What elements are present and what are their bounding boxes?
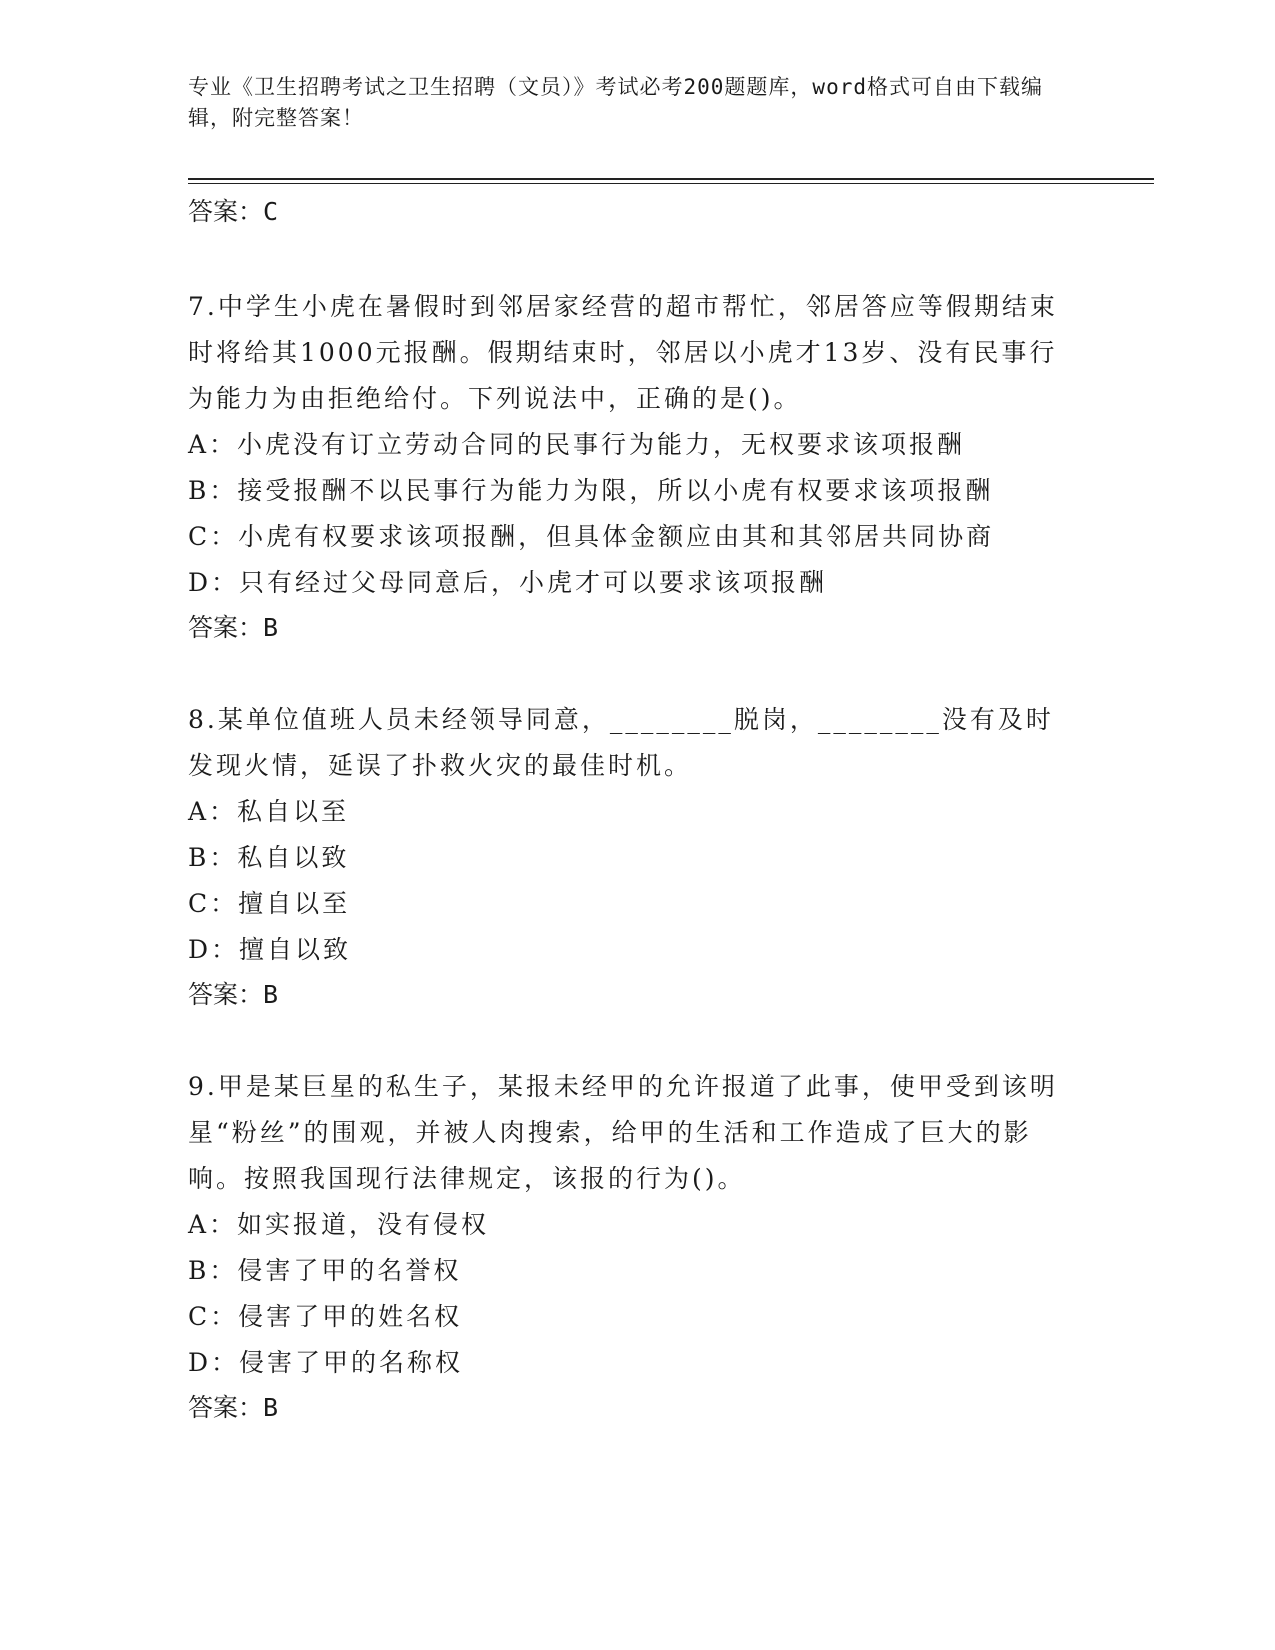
header-text: 专业《卫生招聘考试之卫生招聘（文员）》考试必考200题题库，word格式可自由下载编辑，附完整答案！ [188, 75, 1043, 130]
option-a: A：小虎没有订立劳动合同的民事行为能力，无权要求该项报酬 [188, 430, 966, 459]
answer-line [188, 973, 1068, 1017]
question-stem: 7.中学生小虎在暑假时到邻居家经营的超市帮忙，邻居答应等假期结束时将给其1000元报酬。假期结束时，邻居以小虎才13岁、没有民事行为能力为由拒绝给付。下列说法中，正确的是()。 [188, 292, 1058, 413]
question-stem: 8.某单位值班人员未经领导同意，________脱岗，________没有及时发现火情，延误了扑救火灾的最佳时机。 [188, 705, 1054, 780]
spacer [188, 234, 1068, 284]
question-7 [188, 284, 1068, 650]
answer-line [188, 606, 1068, 650]
answer-label: 答案： [188, 613, 264, 642]
answer-value: B [263, 980, 279, 1009]
option-c: C：小虎有权要求该项报酬，但具体金额应由其和其邻居共同协商 [188, 522, 995, 551]
option-d: D：擅自以致 [188, 935, 352, 964]
option-d: D：只有经过父母同意后，小虎才可以要求该项报酬 [188, 568, 828, 597]
option-b: B：侵害了甲的名誉权 [188, 1256, 462, 1285]
header-rule-thick [188, 178, 1154, 180]
question-9 [188, 1064, 1068, 1430]
option-c: C：擅自以至 [188, 889, 351, 918]
document-body [188, 190, 1068, 1430]
option-c: C：侵害了甲的姓名权 [188, 1302, 463, 1331]
question-8 [188, 697, 1068, 1017]
option-b: B：接受报酬不以民事行为能力为限，所以小虎有权要求该项报酬 [188, 476, 994, 505]
answer-label: 答案： [188, 197, 264, 226]
option-a: A：私自以至 [188, 797, 350, 826]
answer-value: C [263, 197, 279, 226]
spacer [188, 1017, 1068, 1064]
spacer [188, 650, 1068, 697]
answer-label: 答案： [188, 980, 264, 1009]
page-header [188, 72, 1068, 134]
answer-line [188, 1386, 1068, 1430]
answer-value: B [263, 613, 279, 642]
header-rule-thin [188, 183, 1154, 184]
option-d: D：侵害了甲的名称权 [188, 1348, 464, 1377]
option-a: A：如实报道，没有侵权 [188, 1210, 490, 1239]
answer-value: B [263, 1393, 279, 1422]
question-stem: 9.甲是某巨星的私生子，某报未经甲的允许报道了此事，使甲受到该明星“粉丝”的围观，并被人肉搜索，给甲的生活和工作造成了巨大的影响。按照我国现行法律规定，该报的行为()。 [188, 1072, 1058, 1193]
answer-label: 答案： [188, 1393, 264, 1422]
answer-line [188, 190, 1068, 234]
option-b: B：私自以致 [188, 843, 350, 872]
